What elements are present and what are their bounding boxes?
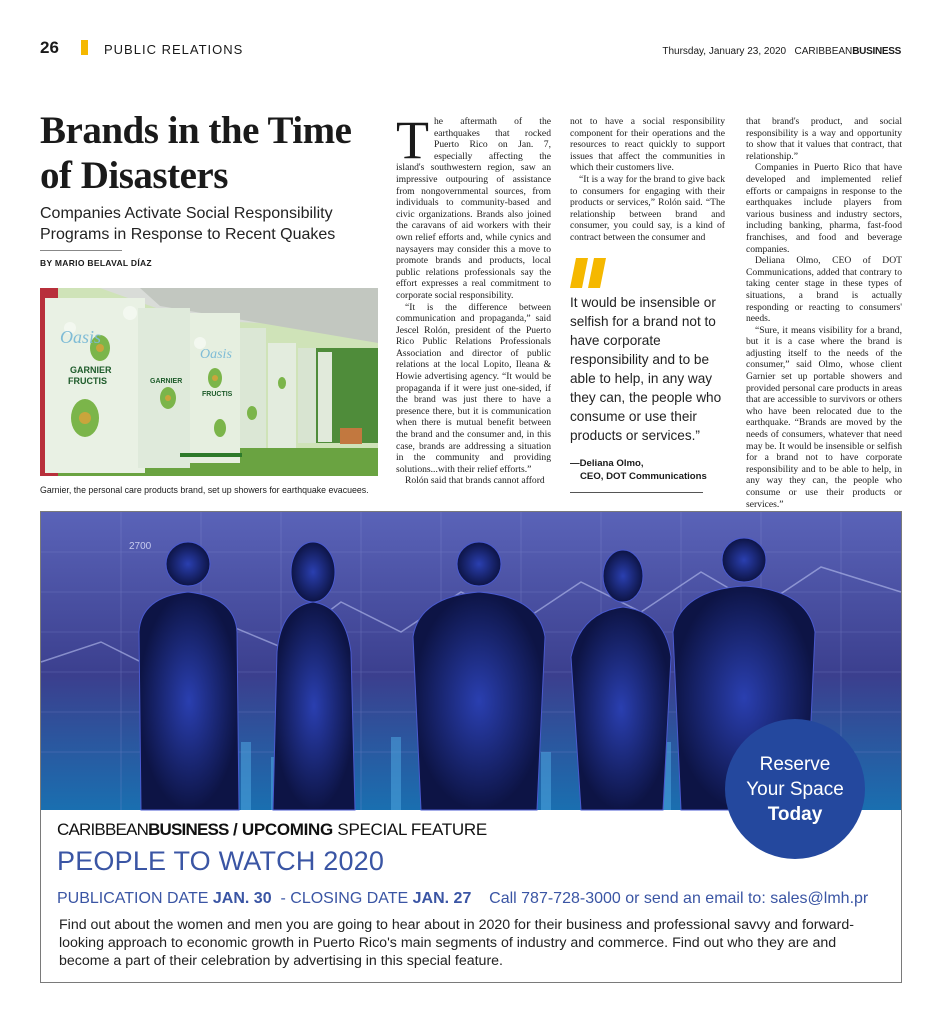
paragraph: “It is a way for the brand to give back to consumers for engaging with their products or services,” Rolón said. “The relationship between brand and consumer, you could say, is a kind of contract between the consumer and (570, 173, 725, 243)
ad-title: PEOPLE TO WATCH 2020 (57, 846, 385, 876)
ad-upcoming-label: / UPCOMING (233, 820, 333, 839)
pull-quote: It would be insensible or selfish for a brand not to have corporate responsibility and to be able to help, in any way they can, the people who consume or use their products or services.” (570, 295, 722, 443)
byline: BY MARIO BELAVAL DÍAZ (40, 258, 152, 268)
pub-date: JAN. 30 (212, 890, 272, 907)
badge-line-bold: Today (767, 804, 823, 825)
divider (40, 250, 122, 251)
ad-dates (57, 890, 868, 908)
paragraph: that brand's product, and social responsibility is a way and opportunity to show that it values that contract, that relationship.” (746, 116, 902, 162)
brand-text-oasis: Oasis (60, 327, 102, 347)
closing-date: JAN. 27 (412, 890, 472, 907)
article-column-2 (570, 116, 725, 246)
paragraph: “Sure, it means visibility for a brand, but it is a case where the brand is adjusting itself to the needs of the consumer,” said Olmo, whose client Garnier set up portable showers and provided personal care products in areas that are accessible to survivors or others who have been relocated due to the earthquake. “Brands are moved by the needs of consumers, whatever that need may be. It would be insensible or selfish for a brand not to have corporate responsibility and to be able to help, in any way they can, the people who consume or use their products or services.” (746, 324, 902, 510)
ad-feature-label: SPECIAL FEATURE (337, 820, 487, 839)
article-photo (40, 288, 378, 476)
page-number: 26 (40, 38, 59, 57)
pub-date-label: PUBLICATION DATE (57, 890, 209, 907)
badge-line: Your Space (746, 779, 844, 800)
brand-text-fructis: FRUCTIS (68, 376, 107, 386)
paragraph: “It is the difference between communication and propaganda,” said Jescel Rolón, president of the Puerto Rico Public Relations Professionals Association and director of public relations at the local Lopito, Ileana & Howie advertising agency. “It would be propaganda if it were just one-sided, if the brand was just there to have a presence there, but it is communication when there is mutual benefit between the brand and the consumer and, in this case, brands are addressing a situation in the community and providing solutions...with their relief efforts.” (396, 301, 551, 475)
ad-description: Find out about the women and men you are going to hear about in 2020 for their business and professional savvy and forward-looking approach to economic growth in Puerto Rico's main segments of industry and commerce. Find out who they are and become a part of their celebration by advertising in this special feature. (59, 917, 854, 969)
ad-chart-label: 2700 (129, 541, 152, 552)
drop-cap: T (396, 110, 429, 170)
paragraph: Companies in Puerto Rico that have developed and implemented relief efforts or campaigns in response to the earthquakes include players from various business and industry sectors, including banking, pharma, fast-food franchises, and food and beverage companies. (746, 162, 902, 255)
brand-text-garnier: GARNIER (70, 365, 112, 375)
brand-text-fructis-2: FRUCTIS (202, 391, 233, 398)
headline: Brands in the Time of Disasters (40, 109, 352, 197)
quote-author-title: CEO, DOT Communications (580, 470, 707, 482)
paragraph: Deliana Olmo, CEO of DOT Communications, added that contrary to taking center stage in these types of situations, a brand is actually responding or reacting to consumers' needs. (746, 255, 902, 325)
quote-mark-icon (570, 258, 610, 293)
ad-contact[interactable]: Call 787-728-3000 or send an email to: sales@lmh.pr (489, 890, 869, 907)
reserve-space-badge[interactable] (725, 719, 865, 859)
paragraph: Rolón said that brands cannot afford (405, 475, 545, 487)
closing-date-label: - CLOSING DATE (280, 890, 409, 907)
dateline (662, 46, 901, 57)
quote-author: —Deliana Olmo, (570, 458, 644, 469)
badge-line: Reserve (759, 754, 831, 775)
issue-date: Thursday, January 23, 2020 (662, 46, 787, 57)
advertisement[interactable] (40, 511, 902, 983)
publication-name: CARIBBEANBUSINESS (794, 46, 901, 57)
paragraph: not to have a social responsibility component for their operations and the resources to react quickly to support issues that affect the communities in which their customers live. (570, 116, 725, 174)
pull-quote-attribution (570, 458, 707, 483)
ad-brand-line (57, 820, 487, 840)
section-label: PUBLIC RELATIONS (104, 42, 244, 57)
brand-text-oasis-2: Oasis (200, 347, 232, 362)
brand-text-garnier-2: GARNIER (150, 378, 183, 385)
article-column-1 (396, 110, 551, 498)
ad-publication-name: CARIBBEANBUSINESS (57, 820, 229, 839)
paragraph: he aftermath of the earthquakes that rocked Puerto Rico on Jan. 7, especially affecting the island's southwestern region, saw an impressive outpouring of assistance from nongovernmental sources, from individuals to community-based and civic organizations. Brands also joined the caravans of aid workers with their own relief efforts and, while cynics and naysayers may consider this a move to promote brands and products, local public relations professionals say the effort expresses a real commitment to corporate social responsibility. (396, 116, 551, 301)
deck: Companies Activate Social Responsibility Programs in Response to Recent Quakes (40, 205, 336, 243)
section-marker (81, 40, 88, 55)
article-column-3 (746, 116, 902, 510)
photo-caption: Garnier, the personal care products brand, set up showers for earthquake evacuees. (40, 485, 369, 495)
divider (570, 492, 703, 493)
